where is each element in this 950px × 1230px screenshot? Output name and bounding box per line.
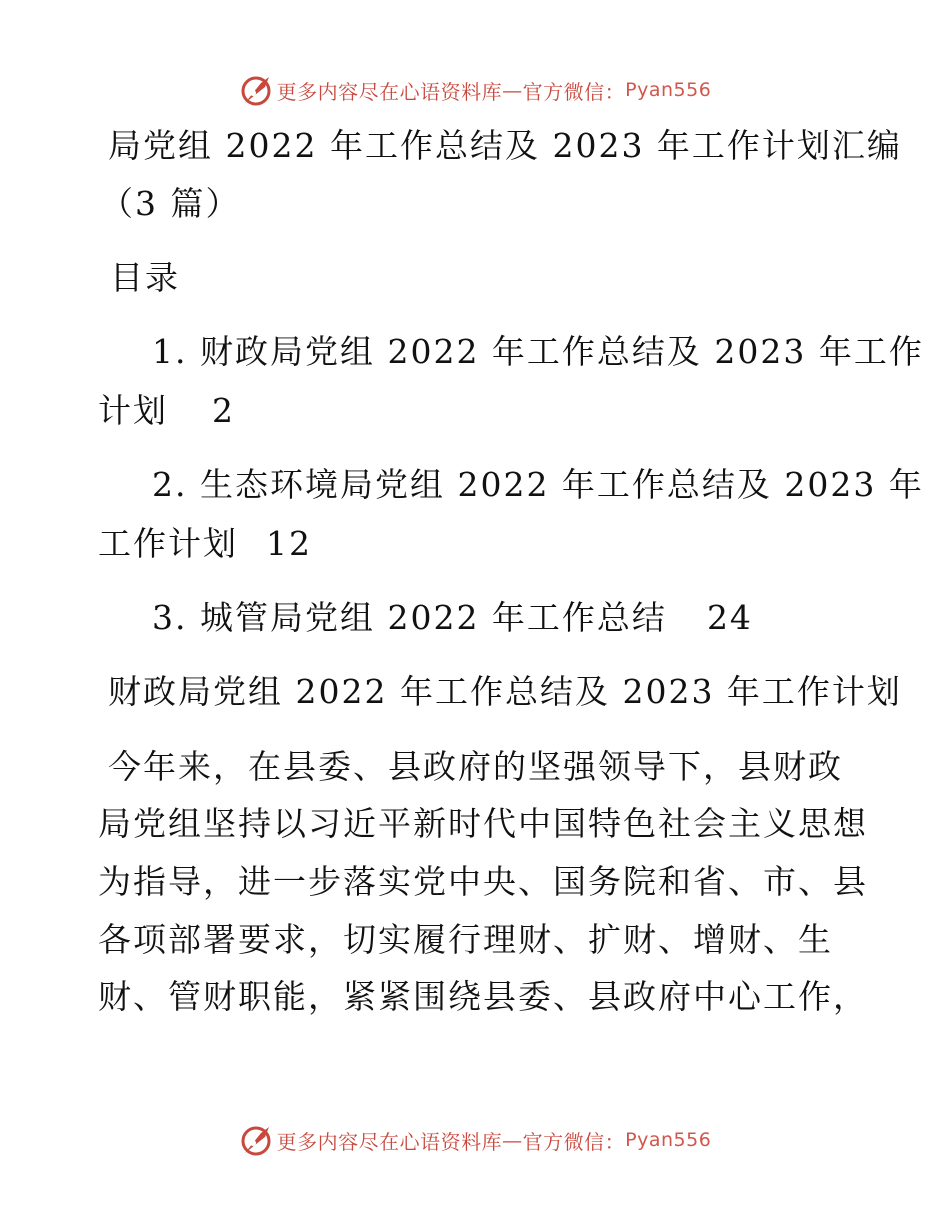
toc-item-2-page: 12 xyxy=(266,524,312,563)
body-line-5: 财、管财职能，紧紧围绕县委、县政府中心工作， xyxy=(98,977,868,1016)
section-heading: 财政局党组 2022 年工作总结及 2023 年工作计划 xyxy=(108,672,902,711)
document-title-line-1: 局党组 2022 年工作总结及 2023 年工作计划汇编 xyxy=(108,126,902,165)
watermark-id: Pyan556 xyxy=(625,1129,712,1151)
watermark-id: Pyan556 xyxy=(625,79,712,101)
document-title-line-2: （3 篇） xyxy=(100,184,241,223)
toc-item-2-line-1: 2. 生态环境局党组 2022 年工作总结及 2023 年 xyxy=(152,465,924,504)
toc-item-1-line-2 xyxy=(98,391,235,431)
body-line-3: 为指导，进一步落实党中央、国务院和省、市、县 xyxy=(98,862,868,901)
header-watermark xyxy=(0,70,950,110)
toc-heading: 目录 xyxy=(110,258,180,297)
footer-watermark xyxy=(0,1120,950,1160)
body-line-2: 局党组坚持以习近平新时代中国特色社会主义思想 xyxy=(98,804,868,843)
toc-item-3 xyxy=(152,598,753,638)
quill-logo-icon xyxy=(239,1123,273,1157)
toc-item-1-line-1: 1. 财政局党组 2022 年工作总结及 2023 年工作 xyxy=(152,332,924,371)
toc-item-1-title-end: 计划 xyxy=(98,391,168,430)
toc-item-2-title-end: 工作计划 xyxy=(98,524,238,563)
quill-logo-icon xyxy=(239,73,273,107)
watermark-dash: — xyxy=(502,78,523,102)
watermark-dash: — xyxy=(502,1128,523,1152)
watermark-text: 更多内容尽在心语资料库 xyxy=(276,1129,503,1154)
toc-item-1-page: 2 xyxy=(212,391,235,430)
watermark-label: 官方微信： xyxy=(522,79,626,104)
toc-item-2-line-2 xyxy=(98,524,312,564)
body-line-4: 各项部署要求，切实履行理财、扩财、增财、生 xyxy=(98,920,833,959)
body-line-1: 今年来，在县委、县政府的坚强领导下，县财政 xyxy=(108,747,843,786)
watermark-label: 官方微信： xyxy=(522,1129,626,1154)
watermark-text: 更多内容尽在心语资料库 xyxy=(276,79,503,104)
toc-item-3-page: 24 xyxy=(706,598,753,637)
toc-item-3-title: 3. 城管局党组 2022 年工作总结 xyxy=(152,598,667,637)
